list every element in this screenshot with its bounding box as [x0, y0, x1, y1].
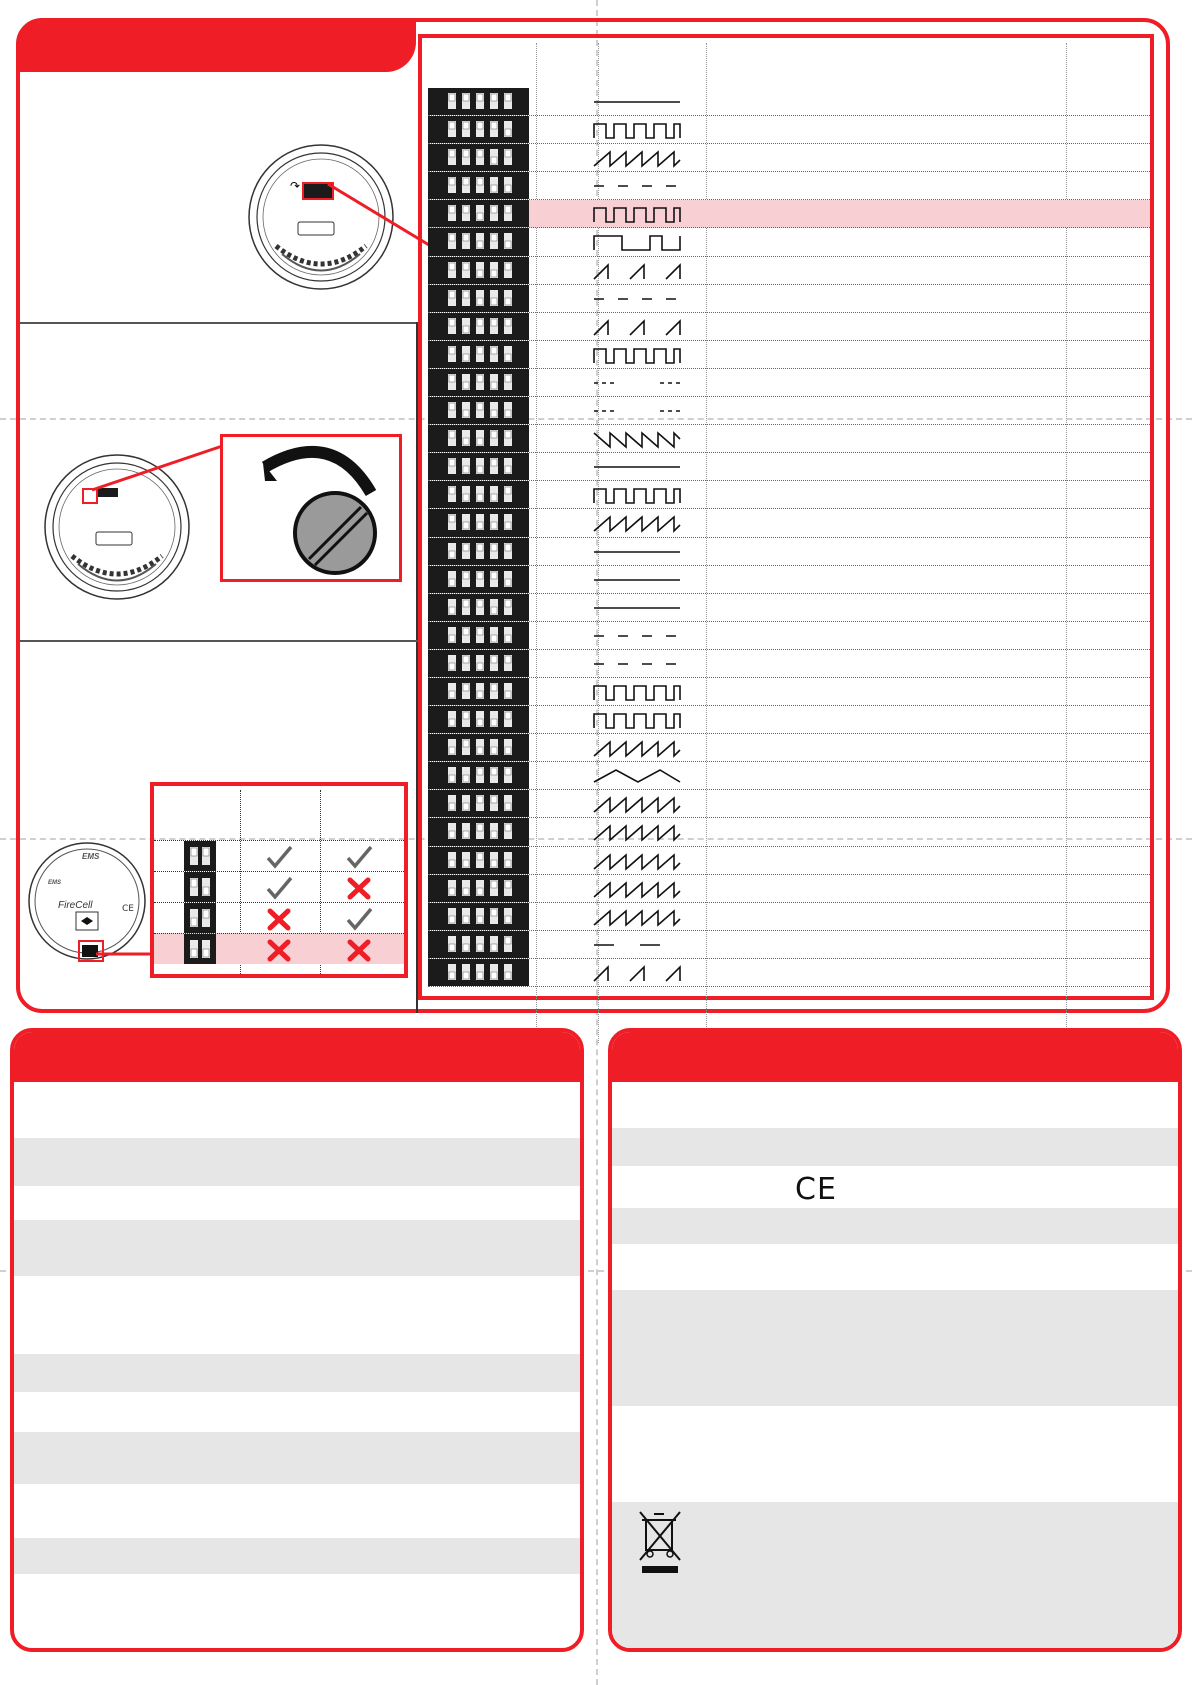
waveform-icon [592, 766, 684, 788]
waveform-icon [592, 935, 684, 957]
band-row [612, 1208, 1178, 1244]
dip-switch-block [428, 818, 529, 845]
band-row [14, 1538, 580, 1574]
dip-switch-block [428, 903, 529, 930]
dip-switch-block [428, 313, 529, 340]
waveform-icon [592, 92, 684, 114]
waveform-icon [592, 598, 684, 620]
screw-zoom-frame [220, 434, 402, 582]
dip-switch-block [428, 762, 529, 789]
dip-switch-block [428, 509, 529, 536]
dip-switch-block [428, 369, 529, 396]
tone-table-row [428, 257, 1150, 285]
check-icon [344, 906, 374, 932]
cross-icon [344, 937, 374, 963]
dip-switch-block [428, 706, 529, 733]
dip-switch-icon [190, 940, 210, 958]
crossed-out-wheelie-bin-icon [636, 1510, 684, 1574]
band-row [14, 1138, 580, 1186]
dip-switch-icon [448, 880, 512, 896]
dip-switch-icon [448, 543, 512, 559]
dip-switch-icon [448, 374, 512, 390]
waveform-icon [592, 710, 684, 732]
tone-table-row [428, 931, 1150, 959]
weee-bin-icon [636, 1510, 684, 1579]
dip-switch-block [428, 341, 529, 368]
dip-switch-block [428, 538, 529, 565]
compat-table-row [154, 902, 404, 933]
dip-switch-icon [448, 711, 512, 727]
tone-table-row [428, 397, 1150, 425]
waveform-icon [592, 738, 684, 760]
dip-switch-icon [190, 909, 210, 927]
section-divider-2 [20, 640, 418, 642]
tone-table-row [428, 285, 1150, 313]
tone-table-row [428, 790, 1150, 818]
dip-switch-icon [448, 149, 512, 165]
dip-switch-icon [448, 205, 512, 221]
dip-switch-block [428, 116, 529, 143]
waveform-icon [592, 401, 684, 423]
cross-icon [264, 937, 294, 963]
cross-icon [264, 906, 294, 932]
dip-switch-icon [448, 683, 512, 699]
waveform-icon [592, 513, 684, 535]
dip-switch-block [428, 875, 529, 902]
waveform-icon [592, 907, 684, 929]
dip-switch-block [428, 650, 529, 677]
waveform-icon [592, 176, 684, 198]
waveform-icon [592, 457, 684, 479]
tone-table-row [428, 622, 1150, 650]
dip-switch-icon [448, 739, 512, 755]
waveform-icon [592, 289, 684, 311]
dip-switch-block [428, 566, 529, 593]
dip-switch-icon [448, 430, 512, 446]
tone-table-row [428, 903, 1150, 931]
waveform-icon [592, 963, 684, 985]
dip-switch-icon [448, 514, 512, 530]
waveform-icon [592, 232, 684, 254]
panel-title-bar-right [612, 1032, 1178, 1082]
dip-switch-icon [448, 936, 512, 952]
waveform-icon [592, 794, 684, 816]
panel-title-bar-left [14, 1032, 580, 1082]
dip-switch-block [428, 594, 529, 621]
dip-switch-block [184, 872, 216, 902]
tone-table-row [428, 875, 1150, 903]
specifications-panel [608, 1028, 1182, 1652]
dip-switch-icon [448, 852, 512, 868]
dip-switch-icon [448, 571, 512, 587]
dip-switch-block [428, 790, 529, 817]
panel-title-bar [20, 22, 416, 72]
compat-table-row [154, 840, 404, 871]
waveform-icon [592, 373, 684, 395]
dip-switch-icon [190, 878, 210, 896]
dip-switch-block [184, 934, 216, 964]
dip-switch-icon [448, 93, 512, 109]
dip-switch-icon [448, 486, 512, 502]
dip-switch-icon [448, 964, 512, 980]
dip-switch-block [428, 200, 529, 227]
waveform-icon [592, 261, 684, 283]
tone-table-row [428, 594, 1150, 622]
waveform-icon [592, 148, 684, 170]
waveform-icon [592, 682, 684, 704]
check-icon [264, 844, 294, 870]
brand-logo: EMS [82, 852, 100, 861]
compat-table-row [154, 871, 404, 902]
dip-switch-icon [448, 290, 512, 306]
dip-switch-icon [448, 318, 512, 334]
tone-table-row [428, 678, 1150, 706]
dip-switch-icon [448, 233, 512, 249]
model-label: FireCell [58, 900, 93, 911]
dip-switch-icon [190, 847, 210, 865]
dip-switch-icon [448, 346, 512, 362]
dip-switch-block [184, 903, 216, 933]
section-divider-1 [20, 322, 418, 324]
dip-switch-block [428, 257, 529, 284]
tone-table-row [428, 650, 1150, 678]
tone-table-row [428, 313, 1150, 341]
tone-table-row [428, 425, 1150, 453]
tone-table-row [428, 734, 1150, 762]
compat-table-row [154, 933, 404, 964]
dip-switch-block [428, 172, 529, 199]
band-row [14, 1432, 580, 1484]
dip-switch-block [428, 144, 529, 171]
tone-table-row [428, 369, 1150, 397]
cross-icon [344, 875, 374, 901]
dip-switch-icon [448, 767, 512, 783]
band-row [14, 1220, 580, 1276]
dip-switch-icon [448, 402, 512, 418]
check-icon [344, 844, 374, 870]
waveform-icon [592, 570, 684, 592]
waveform-icon [592, 822, 684, 844]
tone-table-header [428, 43, 1146, 83]
waveform-icon [592, 879, 684, 901]
waveform-icon [592, 120, 684, 142]
device-ce-mark: CE [122, 904, 134, 914]
tone-table-row [428, 481, 1150, 509]
device-logo-text: EMS [48, 880, 62, 886]
dip-switch-block [428, 228, 529, 255]
dip-switch-block [428, 847, 529, 874]
tone-table-row [428, 959, 1150, 987]
dip-switch-icon [448, 795, 512, 811]
dip-switch-icon [448, 823, 512, 839]
waveform-icon [592, 626, 684, 648]
dip-switch-icon [448, 908, 512, 924]
tone-table-row [428, 200, 1150, 228]
tone-table-row [428, 228, 1150, 256]
tone-rows [428, 88, 1150, 987]
dip-switch-icon [448, 121, 512, 137]
dip-switch-block [428, 88, 529, 115]
dip-switch-icon [448, 458, 512, 474]
dip-switch-icon [448, 177, 512, 193]
waveform-icon [592, 317, 684, 339]
tone-table-row [428, 88, 1150, 116]
dip-switch-icon [448, 262, 512, 278]
dip-switch-block [428, 678, 529, 705]
ce-mark: CE [795, 1172, 837, 1207]
dip-switch-block [428, 425, 529, 452]
waveform-icon [592, 654, 684, 676]
waveform-icon [592, 345, 684, 367]
tone-table-row [428, 341, 1150, 369]
dip-switch-block [428, 285, 529, 312]
waveform-icon [592, 851, 684, 873]
tone-table-row [428, 144, 1150, 172]
tone-table-row [428, 172, 1150, 200]
dip-switch-block [428, 481, 529, 508]
dip-switch-block [428, 734, 529, 761]
dip-switch-icon [448, 655, 512, 671]
waveform-icon [592, 204, 684, 226]
dip-switch-block [428, 397, 529, 424]
tone-table-row [428, 509, 1150, 537]
dip-switch-block [184, 841, 216, 871]
svg-text:↷: ↷ [290, 179, 301, 193]
dip-switch-icon [448, 627, 512, 643]
band-row [612, 1502, 1178, 1652]
screw-head-icon [223, 437, 399, 579]
dip-switch-icon [448, 599, 512, 615]
dip-switch-block [428, 453, 529, 480]
band-row [612, 1290, 1178, 1406]
compatibility-table [150, 782, 408, 978]
tone-table-row [428, 453, 1150, 481]
installation-notes-panel [10, 1028, 584, 1652]
band-row [14, 1354, 580, 1392]
dip-switch-block [428, 959, 529, 986]
dip-switch-block [428, 622, 529, 649]
tone-table-row [428, 538, 1150, 566]
tone-table-row [428, 566, 1150, 594]
waveform-icon [592, 542, 684, 564]
tone-table-row [428, 847, 1150, 875]
check-icon [264, 875, 294, 901]
tone-table-row [428, 762, 1150, 790]
tone-table-row [428, 116, 1150, 144]
waveform-icon [592, 485, 684, 507]
band-row [612, 1128, 1178, 1166]
dip-switch-block [428, 931, 529, 958]
waveform-icon [592, 429, 684, 451]
tone-table-row [428, 818, 1150, 846]
tone-table [418, 34, 1154, 1000]
tone-table-row [428, 706, 1150, 734]
